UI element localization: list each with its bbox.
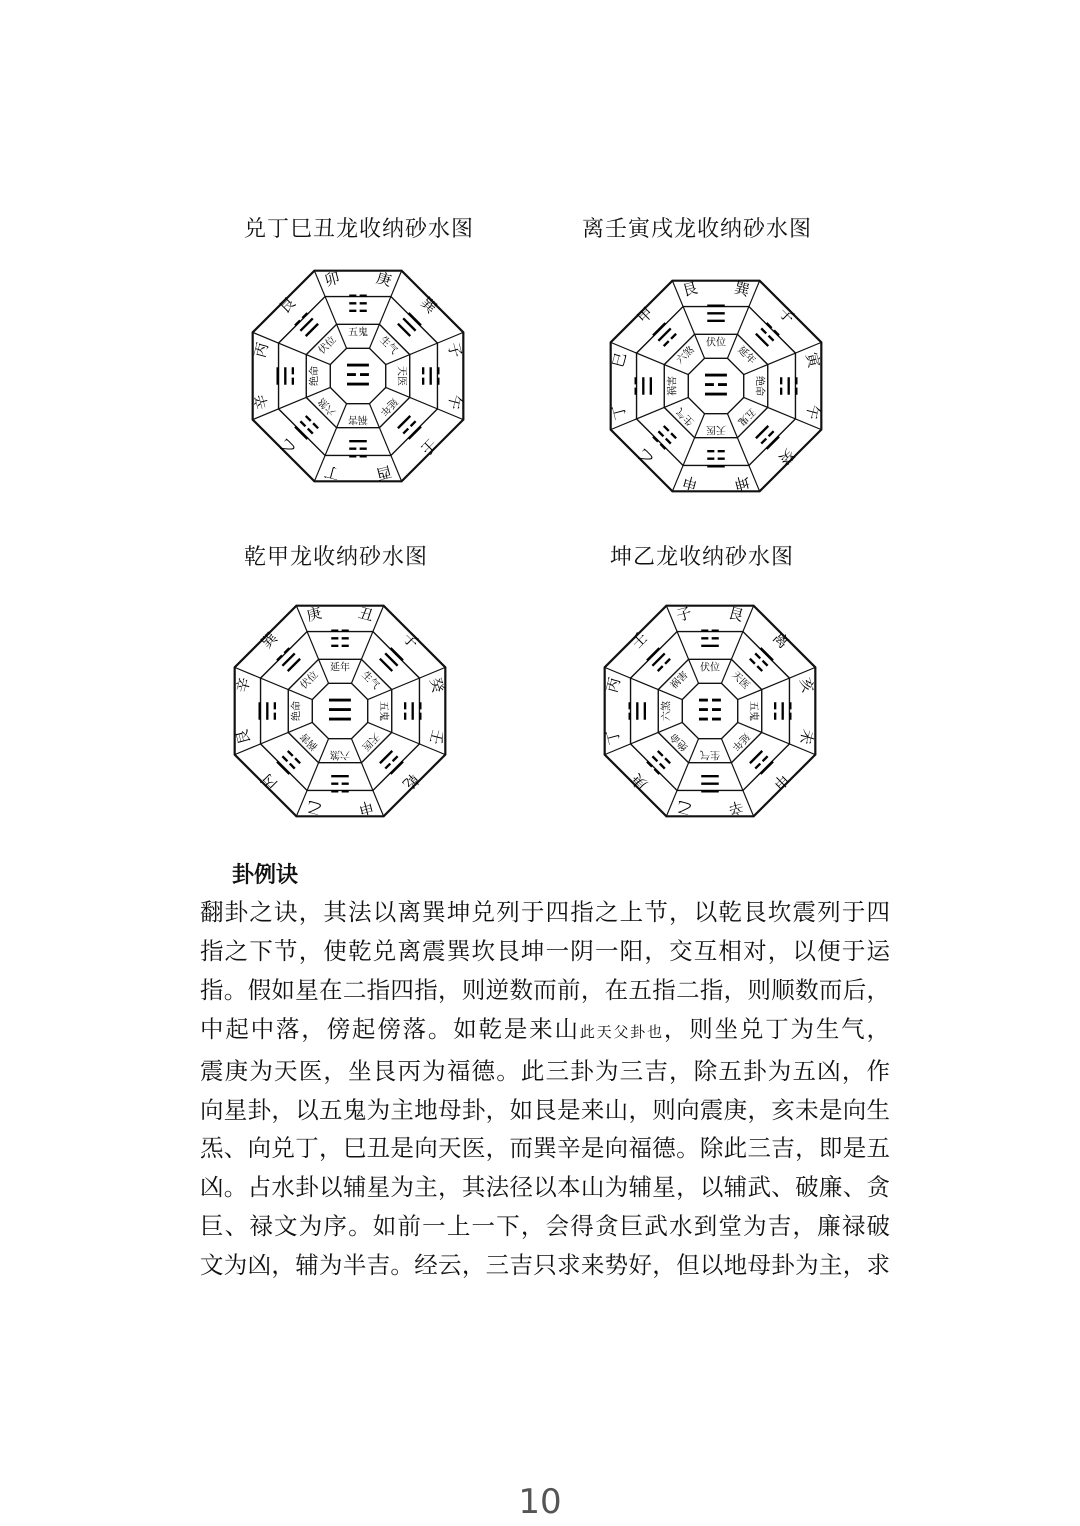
trigram-symbol: ☷ — [329, 625, 351, 653]
trigram-symbol: ☲ — [373, 744, 409, 780]
inner-ring-label: 五鬼 — [735, 405, 758, 428]
page-number: 10 — [518, 1482, 562, 1522]
outer-ring-label: 乙 — [633, 445, 657, 469]
text-line: 指。假如星在二指四指，则逆数而前，在五指二指，则顺数而后， — [200, 975, 890, 1004]
outer-ring-label: 酉 — [374, 461, 394, 484]
center-trigram: ☷ — [696, 693, 724, 729]
inner-ring-label: 天医 — [706, 423, 726, 435]
text-line: 炁、向兑丁，巳丑是向天医，而巽辛是向福德。除此三吉，即是五 — [200, 1134, 890, 1163]
outer-ring-label: 坤 — [732, 471, 752, 494]
inner-ring-label: 绝命 — [668, 730, 691, 753]
outer-ring-label: 子 — [443, 340, 466, 360]
diagram-title-1: 兑丁巳丑龙收纳砂水图 — [244, 217, 475, 242]
trigram-symbol: ☳ — [329, 769, 351, 797]
outer-ring-label: 庚 — [374, 268, 394, 291]
trigram-symbol: ☰ — [705, 300, 727, 328]
inner-ring-label: 五鬼 — [348, 327, 368, 339]
trigram-symbol: ☳ — [347, 434, 369, 462]
outer-ring-label: 辛 — [232, 675, 255, 695]
inner-ring-label: 祸害 — [348, 413, 368, 425]
trigram-symbol: ☶ — [705, 444, 727, 472]
outer-ring-label: 未 — [795, 727, 818, 747]
trigram-symbol: ☳ — [749, 317, 785, 353]
bagua-svg — [592, 593, 828, 829]
trigram-symbol: ☰ — [373, 642, 409, 678]
bagua-svg — [240, 258, 476, 494]
inner-ring-label: 伏位 — [700, 662, 720, 674]
inner-ring-label: 祸害 — [668, 669, 691, 692]
inner-ring-label: 生气 — [674, 405, 697, 428]
outer-ring-label: 卯 — [322, 268, 342, 291]
outer-ring-label: 乾 — [399, 770, 423, 794]
trigram-symbol: ☴ — [641, 642, 677, 678]
trigram-symbol: ☲ — [743, 744, 779, 780]
text-line: 向星卦，以五鬼为主地母卦，如艮是来山，则向震庚，亥未是向生 — [200, 1095, 890, 1124]
trigram-symbol: ☵ — [398, 700, 426, 722]
inner-ring-label: 伏位 — [316, 334, 339, 357]
outer-ring-label: 壬 — [425, 727, 448, 747]
outer-ring-label: 壬 — [627, 628, 651, 652]
text-line: 巨、禄文为序。如前一上一下，会得贪巨武水到堂为吉，廉禄破 — [200, 1212, 890, 1241]
text-line: 凶。占水卦以辅星为主，其法径以本山为辅星，以辅武、破廉、贪 — [200, 1173, 890, 1202]
text-line: 震庚为天医，坐艮丙为福德。此三卦为三吉，除五卦为五凶，作 — [200, 1056, 890, 1085]
inner-ring-label: 生气 — [700, 748, 720, 760]
inner-ring-label: 五鬼 — [747, 701, 759, 721]
outer-ring-label: 甲 — [633, 303, 657, 327]
inner-ring-label: 伏位 — [298, 669, 321, 692]
trigram-symbol: ☱ — [630, 375, 658, 397]
outer-ring-label: 辛 — [726, 796, 746, 819]
outer-ring-label: 庚 — [304, 603, 324, 626]
outer-ring-label: 癸 — [775, 445, 799, 469]
inner-ring-label: 延年 — [735, 344, 758, 367]
trigram-symbol: ☵ — [416, 365, 444, 387]
inner-ring-label: 五鬼 — [377, 701, 389, 721]
trigram-symbol: ☲ — [391, 409, 427, 445]
outer-ring-label: 丙 — [602, 675, 625, 695]
inner-ring-label: 六煞 — [316, 395, 339, 418]
bagua-diagram-1 — [240, 258, 476, 494]
bagua-diagram-4 — [592, 593, 828, 829]
inner-ring-label: 绝命 — [753, 376, 765, 396]
trigram-symbol: ☷ — [647, 419, 683, 455]
outer-ring-label: 艮 — [680, 278, 700, 301]
outer-ring-label: 丁 — [322, 461, 342, 484]
section-heading: 卦例诀 — [232, 862, 299, 888]
outer-ring-label: 丙 — [257, 770, 281, 794]
inner-ring-label: 延年 — [729, 730, 752, 753]
inner-ring-label: 祸害 — [667, 376, 679, 396]
inner-ring-label: 生气 — [359, 669, 382, 692]
outer-ring-label: 申 — [356, 796, 376, 819]
trigram-symbol: ☵ — [768, 700, 796, 722]
trigram-symbol: ☳ — [699, 625, 721, 653]
inner-ring-label: 祸害 — [298, 730, 321, 753]
text-line: 文为凶，辅为半吉。经云，三吉只求来势好，但以地母卦为主，求 — [200, 1251, 890, 1280]
inner-ring-label: 六煞 — [330, 748, 350, 760]
outer-ring-label: 艮 — [232, 727, 255, 747]
outer-ring-label: 巽 — [417, 293, 441, 317]
inner-ring-label: 延年 — [330, 662, 350, 674]
bagua-svg — [222, 593, 458, 829]
trigram-symbol: ☰ — [391, 307, 427, 343]
bagua-diagram-2 — [598, 268, 834, 504]
trigram-symbol: ☰ — [699, 769, 721, 797]
outer-ring-label: 午 — [801, 402, 824, 422]
text-line: 指之下节，使乾兑离震巽坎艮坤一阴一阳，交互相对，以便于运 — [200, 936, 890, 965]
trigram-symbol: ☱ — [289, 307, 325, 343]
center-trigram: ☲ — [344, 358, 372, 394]
outer-ring-label: 申 — [680, 471, 700, 494]
inner-ring-label: 生气 — [377, 334, 400, 357]
trigram-symbol: ☲ — [749, 419, 785, 455]
trigram-symbol: ☴ — [647, 317, 683, 353]
inner-ring-label: 天医 — [359, 730, 382, 753]
trigram-symbol: ☶ — [271, 744, 307, 780]
outer-ring-label: 巽 — [257, 628, 281, 652]
outer-ring-label: 子 — [775, 303, 799, 327]
trigram-symbol: ☱ — [271, 642, 307, 678]
outer-ring-label: 癸 — [425, 675, 448, 695]
text-segment: ，则坐兑丁为生气， — [663, 1014, 890, 1043]
outer-ring-label: 辛 — [250, 392, 273, 412]
inner-ring-label: 绝命 — [309, 366, 321, 386]
outer-ring-label: 申 — [769, 770, 793, 794]
text-line-with-note — [200, 1010, 890, 1052]
outer-ring-label: 乙 — [674, 796, 694, 819]
outer-ring-label: 子 — [674, 603, 694, 626]
inner-ring-label: 天医 — [729, 669, 752, 692]
diagram-title-2: 离壬寅戌龙收纳砂水图 — [582, 217, 813, 242]
text-line: 翻卦之诀，其法以离巽坤兑列于四指之上节，以乾艮坎震列于四 — [200, 898, 890, 926]
outer-ring-label: 离 — [769, 628, 793, 652]
outer-ring-label: 丙 — [250, 340, 273, 360]
outer-ring-label: 丁 — [602, 727, 625, 747]
trigram-symbol: ☷ — [641, 744, 677, 780]
inner-ring-label: 伏位 — [706, 337, 726, 349]
bagua-diagram-3 — [222, 593, 458, 829]
center-trigram: ☰ — [326, 693, 354, 729]
outer-ring-label: 子 — [399, 628, 423, 652]
outer-ring-label: 乙 — [304, 796, 324, 819]
outer-ring-label: 巳 — [608, 350, 631, 370]
inner-ring-label: 天医 — [395, 366, 407, 386]
outer-ring-label: 壬 — [417, 435, 441, 459]
trigram-symbol: ☱ — [624, 700, 652, 722]
outer-ring-label: 乙 — [275, 435, 299, 459]
trigram-symbol: ☴ — [272, 365, 300, 387]
inner-ring-label: 六煞 — [674, 344, 697, 367]
diagram-title-4: 坤乙龙收纳砂水图 — [610, 545, 795, 570]
outer-ring-label: 丑 — [356, 603, 376, 626]
trigram-symbol: ☶ — [289, 409, 325, 445]
outer-ring-label: 庚 — [627, 770, 651, 794]
text-segment: 中起中落，傍起傍落。如乾是来山 — [200, 1014, 580, 1043]
bagua-svg — [598, 268, 834, 504]
inline-note: 此天父卦也 — [579, 1022, 664, 1041]
outer-ring-label: 亥 — [795, 675, 818, 695]
trigram-symbol: ☷ — [347, 290, 369, 318]
outer-ring-label: 午 — [443, 392, 466, 412]
inner-ring-label: 六煞 — [661, 701, 673, 721]
outer-ring-label: 丁 — [608, 402, 631, 422]
outer-ring-label: 寅 — [801, 350, 824, 370]
inner-ring-label: 绝命 — [291, 701, 303, 721]
inner-ring-label: 延年 — [377, 395, 400, 418]
trigram-symbol: ☴ — [254, 700, 282, 722]
outer-ring-label: 艮 — [275, 293, 299, 317]
trigram-symbol: ☶ — [743, 642, 779, 678]
body-text — [200, 893, 890, 1285]
center-trigram: ☲ — [702, 368, 730, 404]
trigram-symbol: ☵ — [774, 375, 802, 397]
diagram-title-3: 乾甲龙收纳砂水图 — [244, 545, 429, 570]
outer-ring-label: 艮 — [726, 603, 746, 626]
outer-ring-label: 巽 — [732, 278, 752, 301]
